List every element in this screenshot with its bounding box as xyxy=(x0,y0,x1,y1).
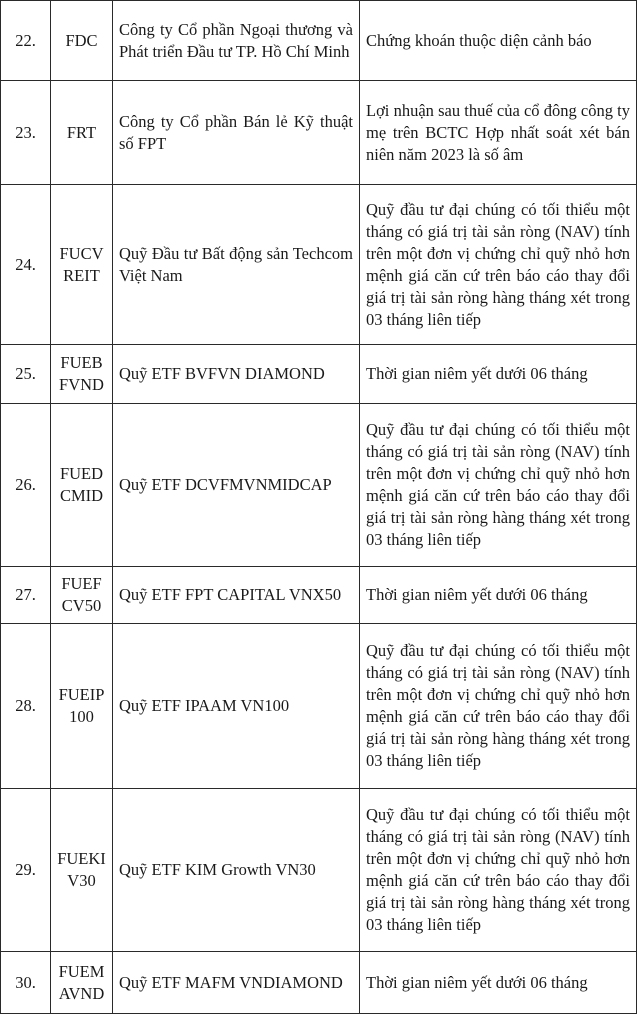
stock-code: FUEIP 100 xyxy=(51,624,113,789)
warning-reason: Thời gian niêm yết dưới 06 tháng xyxy=(360,345,637,404)
table-row xyxy=(1,404,637,567)
stock-code: FUCV REIT xyxy=(51,185,113,345)
row-number: 23. xyxy=(1,81,51,185)
warning-reason: Thời gian niêm yết dưới 06 tháng xyxy=(360,952,637,1014)
company-name: Công ty Cổ phần Ngoại thương và Phát triển Đầu tư TP. Hồ Chí Minh xyxy=(113,1,360,81)
company-name: Quỹ ETF IPAAM VN100 xyxy=(113,624,360,789)
warning-reason: Quỹ đầu tư đại chúng có tối thiểu một tháng có giá trị tài sản ròng (NAV) tính trên một đơn vị chứng chỉ quỹ nhỏ hơn mệnh giá căn cứ trên báo cáo thay đổi giá trị tài sản ròng hàng tháng xét trong 03 tháng liên tiếp xyxy=(360,185,637,345)
stock-code: FDC xyxy=(51,1,113,81)
table-row xyxy=(1,1,637,81)
stock-code: FUEKI V30 xyxy=(51,789,113,952)
table-row xyxy=(1,952,637,1014)
stock-code: FUEF CV50 xyxy=(51,567,113,624)
row-number: 28. xyxy=(1,624,51,789)
table-row xyxy=(1,789,637,952)
warning-reason: Quỹ đầu tư đại chúng có tối thiểu một tháng có giá trị tài sản ròng (NAV) tính trên một đơn vị chứng chỉ quỹ nhỏ hơn mệnh giá căn cứ trên báo cáo thay đổi giá trị tài sản ròng hàng tháng xét trong 03 tháng liên tiếp xyxy=(360,624,637,789)
row-number: 30. xyxy=(1,952,51,1014)
company-name: Công ty Cổ phần Bán lẻ Kỹ thuật số FPT xyxy=(113,81,360,185)
stock-code: FRT xyxy=(51,81,113,185)
stock-code: FUED CMID xyxy=(51,404,113,567)
row-number: 26. xyxy=(1,404,51,567)
warning-reason: Chứng khoán thuộc diện cảnh báo xyxy=(360,1,637,81)
warning-reason: Quỹ đầu tư đại chúng có tối thiểu một tháng có giá trị tài sản ròng (NAV) tính trên một đơn vị chứng chỉ quỹ nhỏ hơn mệnh giá căn cứ trên báo cáo thay đổi giá trị tài sản ròng hàng tháng xét trong 03 tháng liên tiếp xyxy=(360,789,637,952)
row-number: 22. xyxy=(1,1,51,81)
table-row xyxy=(1,567,637,624)
company-name: Quỹ ETF DCVFMVNMIDCAP xyxy=(113,404,360,567)
company-name: Quỹ ETF MAFM VNDIAMOND xyxy=(113,952,360,1014)
table-row xyxy=(1,624,637,789)
table-row xyxy=(1,81,637,185)
warning-reason: Quỹ đầu tư đại chúng có tối thiểu một tháng có giá trị tài sản ròng (NAV) tính trên một đơn vị chứng chỉ quỹ nhỏ hơn mệnh giá căn cứ trên báo cáo thay đổi giá trị tài sản ròng hàng tháng xét trong 03 tháng liên tiếp xyxy=(360,404,637,567)
warning-reason: Thời gian niêm yết dưới 06 tháng xyxy=(360,567,637,624)
row-number: 29. xyxy=(1,789,51,952)
stock-code: FUEB FVND xyxy=(51,345,113,404)
company-name: Quỹ Đầu tư Bất động sản Techcom Việt Nam xyxy=(113,185,360,345)
company-name: Quỹ ETF FPT CAPITAL VNX50 xyxy=(113,567,360,624)
row-number: 24. xyxy=(1,185,51,345)
table-row xyxy=(1,345,637,404)
company-name: Quỹ ETF KIM Growth VN30 xyxy=(113,789,360,952)
stock-code: FUEM AVND xyxy=(51,952,113,1014)
warning-reason: Lợi nhuận sau thuế của cổ đông công ty mẹ trên BCTC Hợp nhất soát xét bán niên năm 2023 là số âm xyxy=(360,81,637,185)
table-row xyxy=(1,185,637,345)
row-number: 27. xyxy=(1,567,51,624)
row-number: 25. xyxy=(1,345,51,404)
company-name: Quỹ ETF BVFVN DIAMOND xyxy=(113,345,360,404)
